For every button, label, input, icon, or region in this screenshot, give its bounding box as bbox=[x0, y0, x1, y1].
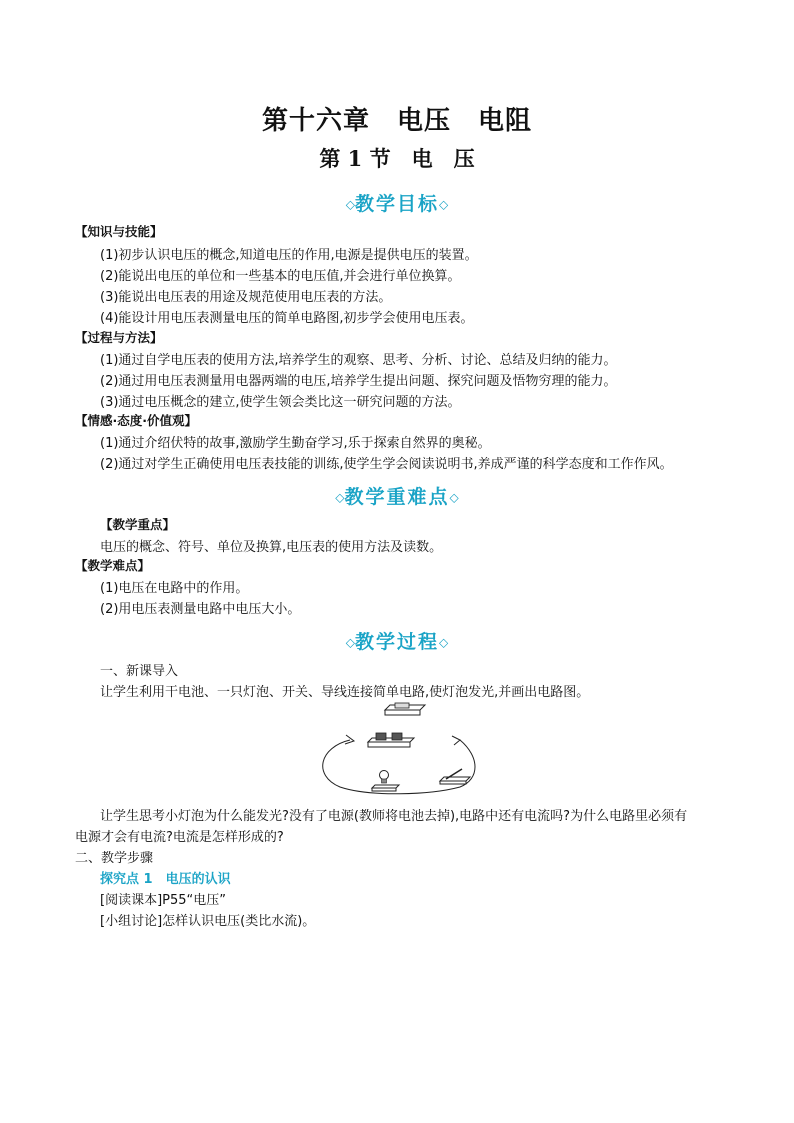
difficulty-item: (1)电压在电路中的作用。 bbox=[100, 581, 249, 596]
discuss-text: 怎样认识电压(类比水流)。 bbox=[162, 914, 316, 929]
read-tag: [阅读课本] bbox=[100, 893, 163, 908]
process-item: (2)通过用电压表测量用电器两端的电压,培养学生提出问题、探究问题及悟物穷理的能力。 bbox=[100, 374, 617, 389]
procedure-heading-text: 教学过程 bbox=[354, 631, 439, 653]
objectives-heading bbox=[0, 189, 794, 216]
explore-title: 探究点 1 电压的认识 bbox=[100, 872, 231, 887]
section-title: 第 1 节 电 压 bbox=[319, 146, 475, 171]
diamond-icon: ◇ bbox=[345, 197, 355, 212]
knowledge-item: (1)初步认识电压的概念,知道电压的作用,电源是提供电压的装置。 bbox=[100, 248, 478, 263]
process-item: (1)通过自学电压表的使用方法,培养学生的观察、思考、分析、讨论、总结及归纳的能力。 bbox=[100, 353, 617, 368]
diamond-icon: ◇ bbox=[439, 197, 449, 212]
circuit-illustration bbox=[310, 695, 480, 795]
think-line-1: 让学生思考小灯泡为什么能发光?没有了电源(教师将电池去掉),电路中还有电流吗?为什么电路里必须有 bbox=[100, 809, 688, 824]
read-ref: P55“电压” bbox=[162, 893, 227, 908]
difficulty-item: (2)用电压表测量电路中电压大小。 bbox=[100, 602, 301, 617]
part1-text: 让学生利用干电池、一只灯泡、开关、导线连接简单电路,使灯泡发光,并画出电路图。 bbox=[100, 685, 590, 700]
diamond-icon: ◇ bbox=[449, 490, 459, 505]
arrow-icon bbox=[452, 736, 460, 745]
battery-holder bbox=[368, 733, 414, 747]
objectives-heading-text: 教学目标 bbox=[354, 193, 439, 215]
arrow-icon bbox=[345, 735, 354, 744]
bulb bbox=[372, 771, 399, 792]
read-line bbox=[100, 889, 226, 908]
knowledge-item: (3)能说出电压表的用途及规范使用电压表的方法。 bbox=[100, 290, 392, 305]
diamond-icon: ◇ bbox=[345, 635, 355, 650]
switch bbox=[440, 769, 470, 784]
difficulty-label: 【教学难点】 bbox=[75, 558, 151, 573]
focus-label: 【教学重点】 bbox=[100, 517, 176, 532]
keypoints-heading-text: 教学重难点 bbox=[344, 486, 450, 508]
think-line-2: 电源才会有电流?电流是怎样形成的? bbox=[75, 830, 284, 845]
part2-title: 二、教学步骤 bbox=[75, 851, 154, 866]
process-label: 【过程与方法】 bbox=[75, 330, 163, 345]
emotion-item: (2)通过对学生正确使用电压表技能的训练,使学生学会阅读说明书,养成严谨的科学态度和工作作风。 bbox=[100, 457, 673, 472]
keypoints-heading bbox=[0, 482, 794, 509]
diamond-icon: ◇ bbox=[335, 490, 345, 505]
emotion-label: 【情感·态度·价值观】 bbox=[75, 413, 197, 428]
discuss-line bbox=[100, 910, 315, 929]
knowledge-item: (4)能设计用电压表测量电压的简单电路图,初步学会使用电压表。 bbox=[100, 311, 474, 326]
procedure-heading bbox=[0, 627, 794, 654]
component-tray bbox=[385, 703, 425, 715]
knowledge-item: (2)能说出电压的单位和一些基本的电压值,并会进行单位换算。 bbox=[100, 269, 461, 284]
chapter-title: 第十六章 电压 电阻 bbox=[261, 106, 532, 136]
emotion-item: (1)通过介绍伏特的故事,激励学生勤奋学习,乐于探索自然界的奥秘。 bbox=[100, 436, 491, 451]
knowledge-label: 【知识与技能】 bbox=[75, 224, 163, 239]
focus-text: 电压的概念、符号、单位及换算,电压表的使用方法及读数。 bbox=[100, 540, 443, 555]
discuss-tag: [小组讨论] bbox=[100, 914, 163, 929]
diamond-icon: ◇ bbox=[439, 635, 449, 650]
part1-title: 一、新课导入 bbox=[100, 664, 179, 679]
process-item: (3)通过电压概念的建立,使学生领会类比这一研究问题的方法。 bbox=[100, 395, 461, 410]
